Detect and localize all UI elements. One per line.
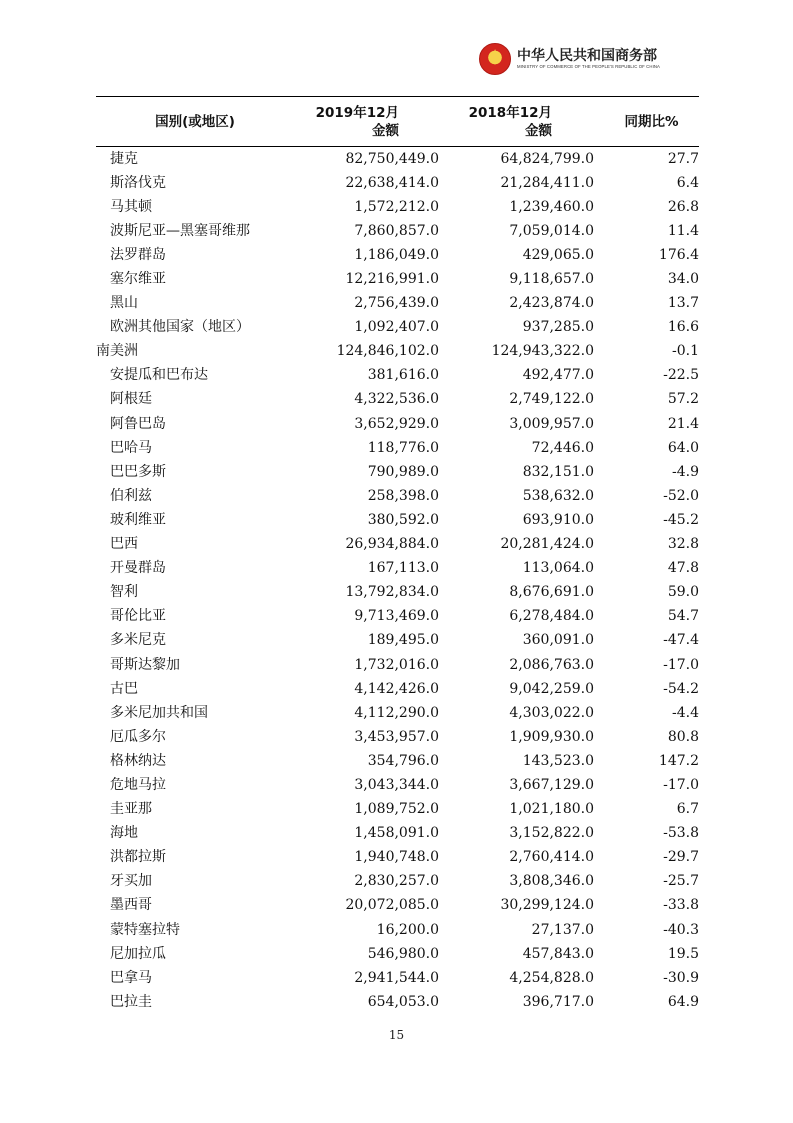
table-row [96, 797, 699, 821]
cell-2019-amount: 3,453,957.0 [354, 728, 439, 745]
table-row-region [96, 339, 699, 363]
table-row [96, 604, 699, 628]
table-row [96, 195, 699, 219]
cell-2019-amount: 2,756,439.0 [354, 295, 439, 312]
table-row [96, 363, 699, 387]
cell-2019-amount: 4,322,536.0 [354, 391, 439, 408]
cell-2019-amount: 1,089,752.0 [354, 801, 439, 818]
cell-2019-amount: 654,053.0 [367, 993, 439, 1010]
cell-yoy-percent: 16.6 [667, 319, 699, 336]
cell-country-name: 玻利维亚 [110, 511, 166, 528]
cell-country-name: 哥斯达黎加 [110, 656, 180, 673]
table-row [96, 725, 699, 749]
cell-2018-amount: 4,254,828.0 [509, 969, 594, 986]
table-row [96, 412, 699, 436]
cell-2019-amount: 2,941,544.0 [354, 969, 439, 986]
cell-2019-amount: 546,980.0 [367, 945, 439, 962]
cell-country-name: 海地 [110, 825, 138, 842]
cell-2018-amount: 492,477.0 [522, 367, 594, 384]
cell-yoy-percent: 11.4 [667, 222, 699, 239]
cell-yoy-percent: 54.7 [667, 608, 699, 625]
cell-country-name: 巴拿马 [110, 969, 152, 986]
cell-yoy-percent: 57.2 [667, 391, 699, 408]
cell-yoy-percent: -54.2 [663, 680, 699, 697]
table-row [96, 773, 699, 797]
column-header-2018-amount: 2018年12月 金额 [439, 97, 594, 147]
cell-2019-amount: 13,792,834.0 [345, 584, 439, 601]
cell-2019-amount: 354,796.0 [367, 752, 439, 769]
cell-country-name: 斯洛伐克 [110, 174, 166, 191]
cell-2018-amount: 21,284,411.0 [500, 174, 594, 191]
cell-2018-amount: 9,118,657.0 [509, 271, 594, 288]
cell-2018-amount: 3,667,129.0 [509, 776, 594, 793]
cell-country-name: 南美洲 [96, 343, 138, 360]
cell-2018-amount: 113,064.0 [522, 560, 594, 577]
cell-2019-amount: 26,934,884.0 [345, 536, 439, 553]
cell-2019-amount: 3,043,344.0 [354, 776, 439, 793]
cell-2018-amount: 937,285.0 [522, 319, 594, 336]
cell-country-name: 法罗群岛 [110, 246, 166, 263]
cell-yoy-percent: -47.4 [663, 632, 699, 649]
ministry-brand [517, 48, 660, 70]
cell-2018-amount: 3,009,957.0 [509, 415, 594, 432]
column-header-country: 国别(或地区) [96, 97, 294, 147]
cell-2018-amount: 1,021,180.0 [509, 801, 594, 818]
table-row [96, 147, 699, 171]
cell-country-name: 危地马拉 [110, 776, 166, 793]
cell-2019-amount: 3,652,929.0 [354, 415, 439, 432]
cell-country-name: 蒙特塞拉特 [110, 921, 180, 938]
table-row [96, 219, 699, 243]
cell-country-name: 马其顿 [110, 198, 152, 215]
table-row [96, 749, 699, 773]
cell-yoy-percent: 26.8 [667, 198, 699, 215]
cell-2018-amount: 457,843.0 [522, 945, 594, 962]
cell-2018-amount: 30,299,124.0 [500, 897, 594, 914]
cell-yoy-percent: -52.0 [663, 487, 699, 504]
cell-yoy-percent: -17.0 [663, 776, 699, 793]
cell-country-name: 洪都拉斯 [110, 849, 166, 866]
trade-statistics-table [96, 96, 699, 1014]
cell-2019-amount: 118,776.0 [367, 439, 439, 456]
cell-country-name: 巴巴多斯 [110, 463, 166, 480]
table-row [96, 171, 699, 195]
cell-yoy-percent: 64.0 [667, 439, 699, 456]
cell-country-name: 厄瓜多尔 [110, 728, 166, 745]
cell-2019-amount: 4,112,290.0 [354, 704, 439, 721]
cell-yoy-percent: -29.7 [663, 849, 699, 866]
page-number: 15 [388, 1028, 405, 1042]
cell-country-name: 格林纳达 [110, 752, 166, 769]
table-row [96, 387, 699, 411]
cell-2019-amount: 790,989.0 [367, 463, 439, 480]
table-row [96, 291, 699, 315]
table-row [96, 267, 699, 291]
cell-country-name: 塞尔维亚 [110, 271, 166, 288]
column-header-yoy-percent: 同期比% [594, 97, 699, 147]
cell-yoy-percent: 80.8 [667, 728, 699, 745]
table-row [96, 677, 699, 701]
cell-yoy-percent: 59.0 [667, 584, 699, 601]
cell-2018-amount: 538,632.0 [522, 487, 594, 504]
cell-2019-amount: 1,092,407.0 [354, 319, 439, 336]
cell-yoy-percent: -25.7 [663, 873, 699, 890]
cell-2019-amount: 1,940,748.0 [354, 849, 439, 866]
cell-2019-amount: 1,458,091.0 [354, 825, 439, 842]
cell-yoy-percent: -33.8 [663, 897, 699, 914]
page-header [479, 42, 660, 76]
cell-2018-amount: 1,909,930.0 [509, 728, 594, 745]
table-row [96, 580, 699, 604]
cell-2019-amount: 9,713,469.0 [354, 608, 439, 625]
cell-country-name: 墨西哥 [110, 897, 152, 914]
cell-2019-amount: 16,200.0 [376, 921, 439, 938]
cell-2018-amount: 64,824,799.0 [500, 150, 594, 167]
table-row [96, 845, 699, 869]
cell-country-name: 牙买加 [110, 873, 152, 890]
table-row [96, 556, 699, 580]
cell-yoy-percent: -22.5 [663, 367, 699, 384]
cell-country-name: 巴拉圭 [110, 993, 152, 1010]
ministry-name-en: MINISTRY OF COMMERCE OF THE PEOPLE'S REPUBLIC OF CHINA [517, 64, 661, 69]
table-row [96, 821, 699, 845]
table-row [96, 942, 699, 966]
cell-2019-amount: 2,830,257.0 [354, 873, 439, 890]
cell-2019-amount: 1,572,212.0 [354, 198, 439, 215]
table-row [96, 436, 699, 460]
table-row [96, 628, 699, 652]
cell-2018-amount: 6,278,484.0 [509, 608, 594, 625]
cell-2018-amount: 2,423,874.0 [509, 295, 594, 312]
cell-2019-amount: 381,616.0 [367, 367, 439, 384]
cell-yoy-percent: 176.4 [658, 246, 699, 263]
table-row [96, 701, 699, 725]
cell-2019-amount: 124,846,102.0 [336, 343, 439, 360]
cell-2019-amount: 189,495.0 [367, 632, 439, 649]
cell-yoy-percent: 27.7 [667, 150, 699, 167]
cell-country-name: 尼加拉瓜 [110, 945, 166, 962]
cell-yoy-percent: 47.8 [667, 560, 699, 577]
cell-2019-amount: 258,398.0 [367, 487, 439, 504]
cell-country-name: 黑山 [110, 295, 138, 312]
table-row [96, 990, 699, 1014]
cell-yoy-percent: 147.2 [658, 752, 699, 769]
cell-country-name: 开曼群岛 [110, 560, 166, 577]
cell-2018-amount: 9,042,259.0 [509, 680, 594, 697]
cell-country-name: 多米尼克 [110, 632, 166, 649]
table-row [96, 918, 699, 942]
table-row [96, 460, 699, 484]
cell-country-name: 巴哈马 [110, 439, 152, 456]
cell-2018-amount: 7,059,014.0 [509, 222, 594, 239]
cell-2019-amount: 82,750,449.0 [345, 150, 439, 167]
cell-2018-amount: 2,749,122.0 [509, 391, 594, 408]
table-row [96, 315, 699, 339]
cell-country-name: 圭亚那 [110, 801, 152, 818]
cell-2018-amount: 2,760,414.0 [509, 849, 594, 866]
cell-yoy-percent: -53.8 [663, 825, 699, 842]
cell-2019-amount: 12,216,991.0 [345, 271, 439, 288]
cell-yoy-percent: -17.0 [663, 656, 699, 673]
cell-2019-amount: 167,113.0 [367, 560, 439, 577]
cell-2019-amount: 4,142,426.0 [354, 680, 439, 697]
cell-2019-amount: 7,860,857.0 [354, 222, 439, 239]
cell-country-name: 哥伦比亚 [110, 608, 166, 625]
cell-country-name: 多米尼加共和国 [110, 704, 208, 721]
cell-yoy-percent: 64.9 [667, 993, 699, 1010]
cell-country-name: 阿根廷 [110, 391, 152, 408]
cell-yoy-percent: 6.7 [676, 801, 699, 818]
cell-country-name: 巴西 [110, 536, 138, 553]
cell-2019-amount: 1,732,016.0 [354, 656, 439, 673]
cell-2019-amount: 1,186,049.0 [354, 246, 439, 263]
cell-country-name: 安提瓜和巴布达 [110, 367, 208, 384]
cell-yoy-percent: -0.1 [672, 343, 699, 360]
table-body [96, 147, 699, 1014]
table-row [96, 966, 699, 990]
table-row [96, 243, 699, 267]
cell-yoy-percent: 34.0 [667, 271, 699, 288]
cell-yoy-percent: -30.9 [663, 969, 699, 986]
cell-yoy-percent: 32.8 [667, 536, 699, 553]
cell-country-name: 古巴 [110, 680, 138, 697]
cell-2018-amount: 8,676,691.0 [509, 584, 594, 601]
cell-yoy-percent: 21.4 [667, 415, 699, 432]
cell-2018-amount: 72,446.0 [531, 439, 594, 456]
cell-2018-amount: 832,151.0 [522, 463, 594, 480]
cell-2018-amount: 3,808,346.0 [509, 873, 594, 890]
cell-yoy-percent: 13.7 [667, 295, 699, 312]
cell-yoy-percent: 19.5 [667, 945, 699, 962]
cell-2019-amount: 380,592.0 [367, 511, 439, 528]
cell-2018-amount: 124,943,322.0 [491, 343, 594, 360]
cell-2018-amount: 360,091.0 [522, 632, 594, 649]
cell-yoy-percent: -45.2 [663, 511, 699, 528]
cell-2019-amount: 20,072,085.0 [345, 897, 439, 914]
table-row [96, 652, 699, 676]
cell-country-name: 智利 [110, 584, 138, 601]
cell-2018-amount: 693,910.0 [522, 511, 594, 528]
cell-country-name: 波斯尼亚—黑塞哥维那 [110, 222, 250, 239]
cell-2018-amount: 3,152,822.0 [509, 825, 594, 842]
ministry-name-cn: 中华人民共和国商务部 [517, 48, 657, 64]
column-header-2019-amount: 2019年12月 金额 [294, 97, 439, 147]
cell-2019-amount: 22,638,414.0 [345, 174, 439, 191]
cell-2018-amount: 20,281,424.0 [500, 536, 594, 553]
cell-yoy-percent: 6.4 [676, 174, 699, 191]
cell-country-name: 伯利兹 [110, 487, 152, 504]
cell-country-name: 欧洲其他国家（地区） [110, 319, 250, 336]
cell-2018-amount: 2,086,763.0 [509, 656, 594, 673]
table-row [96, 869, 699, 893]
national-emblem-icon [479, 43, 511, 75]
table-row [96, 508, 699, 532]
table-row [96, 893, 699, 917]
cell-country-name: 阿鲁巴岛 [110, 415, 166, 432]
cell-country-name: 捷克 [110, 150, 138, 167]
table-row [96, 532, 699, 556]
cell-yoy-percent: -4.4 [672, 704, 699, 721]
cell-2018-amount: 1,239,460.0 [509, 198, 594, 215]
cell-yoy-percent: -40.3 [663, 921, 699, 938]
cell-2018-amount: 4,303,022.0 [509, 704, 594, 721]
cell-2018-amount: 27,137.0 [531, 921, 594, 938]
cell-2018-amount: 429,065.0 [522, 246, 594, 263]
cell-2018-amount: 396,717.0 [522, 993, 594, 1010]
table-row [96, 484, 699, 508]
table-header [96, 97, 699, 147]
cell-yoy-percent: -4.9 [672, 463, 699, 480]
cell-2018-amount: 143,523.0 [522, 752, 594, 769]
